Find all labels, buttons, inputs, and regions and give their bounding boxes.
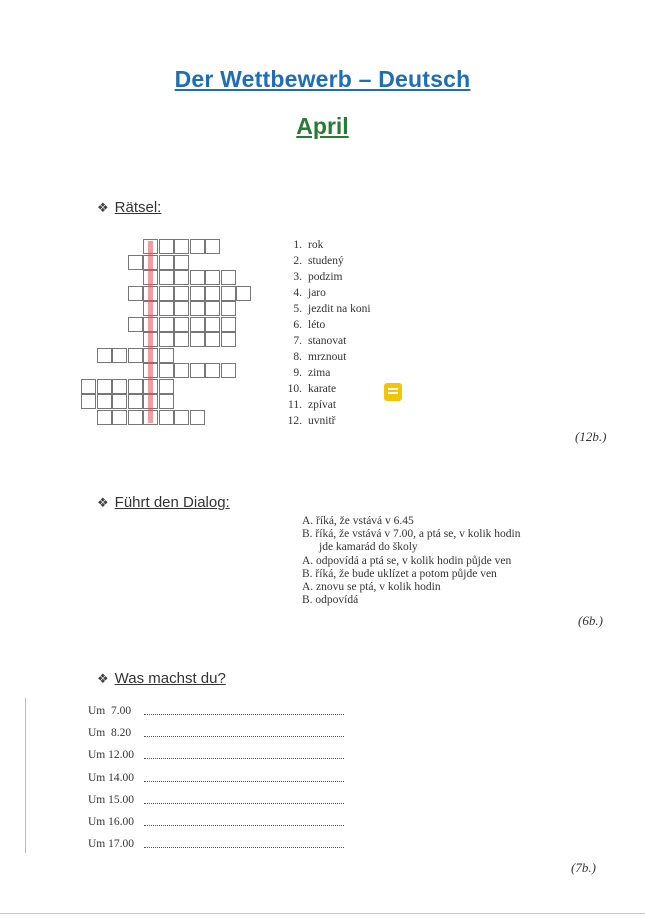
crossword-cell[interactable] [221,363,236,378]
scan-margin-line [25,698,26,853]
clue-number: 7. [293,335,302,347]
page-bottom-edge [0,913,645,914]
clue-number: 12. [287,415,302,427]
crossword-cell[interactable] [159,239,174,254]
clue-text: léto [308,319,326,331]
crossword-cell[interactable] [159,286,174,301]
crossword-cell[interactable] [128,348,143,363]
time-row [88,727,344,749]
time-label: Um 7.00 [88,705,132,717]
diamond-bullet-icon: ❖ [97,671,109,686]
clue-text: karate [308,383,337,395]
crossword-cell[interactable] [159,363,174,378]
page-title: Der Wettbewerb – Deutsch [174,66,471,92]
crossword-cell[interactable] [221,317,236,332]
clue-text: jezdit na koni [308,303,371,315]
answer-blank-line[interactable] [144,838,344,848]
clue-number: 6. [293,319,302,331]
clue-text: stanovat [308,335,347,347]
clue-number: 11. [288,399,302,411]
comment-note-icon[interactable] [384,383,402,401]
clue-item [284,237,371,253]
crossword-cell[interactable] [190,332,205,347]
crossword-cell[interactable] [128,394,143,409]
crossword-cell[interactable] [174,286,189,301]
diamond-bullet-icon: ❖ [97,495,109,510]
crossword-cell[interactable] [159,270,174,285]
crossword-cell[interactable] [128,317,143,332]
answer-blank-line[interactable] [144,749,344,759]
clue-number: 2. [293,255,302,267]
crossword-cell[interactable] [190,270,205,285]
crossword-cell[interactable] [205,301,220,316]
solution-column-highlight [148,241,153,423]
answer-blank-line[interactable] [144,705,344,715]
crossword-cell[interactable] [174,317,189,332]
crossword-cell[interactable] [174,410,189,425]
dialog-heading [97,494,230,511]
time-label: Um 15.00 [88,793,134,806]
clue-item [284,301,371,317]
dialog-line: B. říká, že bude uklízet a potom půjde ven [302,567,497,580]
time-row [88,749,344,771]
clue-item [284,365,371,381]
answer-blank-line[interactable] [144,794,344,804]
clue-text: uvnitř [308,415,336,427]
was-machst-heading [97,670,226,687]
time-label: Um 12.00 [88,749,134,762]
crossword-cell[interactable] [205,332,220,347]
answer-blank-line[interactable] [144,816,344,826]
clue-text: zpívat [308,399,337,411]
clue-text: rok [308,239,324,251]
time-label: Um 17.00 [88,838,134,851]
clue-item [284,317,371,333]
crossword-cell[interactable] [159,394,174,409]
clue-item [284,269,371,285]
dialog-line: B. odpovídá [302,594,359,607]
clue-list [284,237,371,429]
crossword-cell[interactable] [112,379,127,394]
dialog-line: A. odpovídá a ptá se, v kolik hodin půjde ven [302,554,512,567]
dialog-line: A. znovu se ptá, v kolik hodin [302,581,441,594]
dialog-instructions [302,515,520,607]
dialog-line: jde kamarád do školy [319,541,418,554]
crossword-cell[interactable] [174,239,189,254]
crossword-cell[interactable] [128,410,143,425]
clue-text: zima [308,367,331,379]
crossword-cell[interactable] [159,301,174,316]
clue-number: 8. [293,351,302,363]
crossword-cell[interactable] [128,379,143,394]
answer-blank-line[interactable] [144,727,344,737]
crossword-cell[interactable] [174,332,189,347]
time-row [88,705,344,727]
crossword-cell[interactable] [190,363,205,378]
raetsel-heading-label: Rätsel: [114,199,162,216]
clue-number: 1. [293,239,302,251]
crossword-cell[interactable] [205,363,220,378]
clue-item [284,381,371,397]
answer-blank-line[interactable] [144,772,344,782]
crossword-cell[interactable] [205,317,220,332]
crossword-cell[interactable] [205,286,220,301]
crossword-grid [81,239,261,429]
clue-item [284,285,371,301]
dialog-heading-label: Führt den Dialog: [114,494,230,511]
crossword-cell[interactable] [236,286,251,301]
clue-number: 9. [293,367,302,379]
crossword-cell[interactable] [81,394,96,409]
crossword-cell[interactable] [159,317,174,332]
clue-text: jaro [308,287,326,299]
crossword-cell[interactable] [174,270,189,285]
clue-text: studený [308,255,344,267]
crossword-cell[interactable] [205,270,220,285]
dialog-line: B. říká, že vstává v 7.00, a ptá se, v kolik hodin [302,528,521,541]
clue-number: 5. [293,303,302,315]
clue-item [284,253,371,269]
crossword-cell[interactable] [112,348,127,363]
crossword-cell[interactable] [97,410,112,425]
crossword-cell[interactable] [159,348,174,363]
crossword-cell[interactable] [190,317,205,332]
crossword-cell[interactable] [190,301,205,316]
crossword-cell[interactable] [174,363,189,378]
dialog-points: (6b.) [578,613,603,628]
raetsel-points: (12b.) [575,429,607,444]
crossword-cell[interactable] [190,410,205,425]
crossword-cell[interactable] [205,239,220,254]
crossword-cell[interactable] [159,410,174,425]
time-row [88,838,344,860]
crossword-cell[interactable] [221,270,236,285]
crossword-cell[interactable] [159,332,174,347]
crossword-cell[interactable] [128,255,143,270]
crossword-cell[interactable] [174,301,189,316]
was-machst-points: (7b.) [571,860,596,875]
page-subtitle: April [296,113,349,139]
crossword-cell[interactable] [112,410,127,425]
clue-number: 4. [293,287,302,299]
crossword-cell[interactable] [112,394,127,409]
crossword-cell[interactable] [159,255,174,270]
crossword-cell[interactable] [190,286,205,301]
crossword-cell[interactable] [174,255,189,270]
crossword-cell[interactable] [190,239,205,254]
crossword-cell[interactable] [128,286,143,301]
time-row [88,772,344,794]
crossword-cell[interactable] [97,394,112,409]
time-label: Um 8.20 [88,727,132,740]
was-machst-heading-label: Was machst du? [114,670,226,687]
clue-item [284,397,371,413]
crossword-cell[interactable] [97,379,112,394]
time-label: Um 14.00 [88,771,134,784]
clue-number: 10. [287,383,302,395]
dialog-line: A. říká, že vstává v 6.45 [302,515,414,527]
crossword-cell[interactable] [221,301,236,316]
clue-item [284,413,371,429]
clue-text: mrznout [308,351,347,363]
crossword-cell[interactable] [81,379,96,394]
clue-item [284,349,371,365]
time-label: Um 16.00 [88,815,134,828]
clue-item [284,333,371,349]
clue-number: 3. [293,271,302,283]
time-row [88,794,344,816]
clue-text: podzim [308,271,343,283]
time-list [88,705,344,860]
crossword-cell[interactable] [97,348,112,363]
diamond-bullet-icon: ❖ [97,200,109,215]
crossword-cell[interactable] [221,332,236,347]
crossword-cell[interactable] [159,379,174,394]
time-row [88,816,344,838]
raetsel-heading [97,199,161,216]
crossword-cell[interactable] [221,286,236,301]
